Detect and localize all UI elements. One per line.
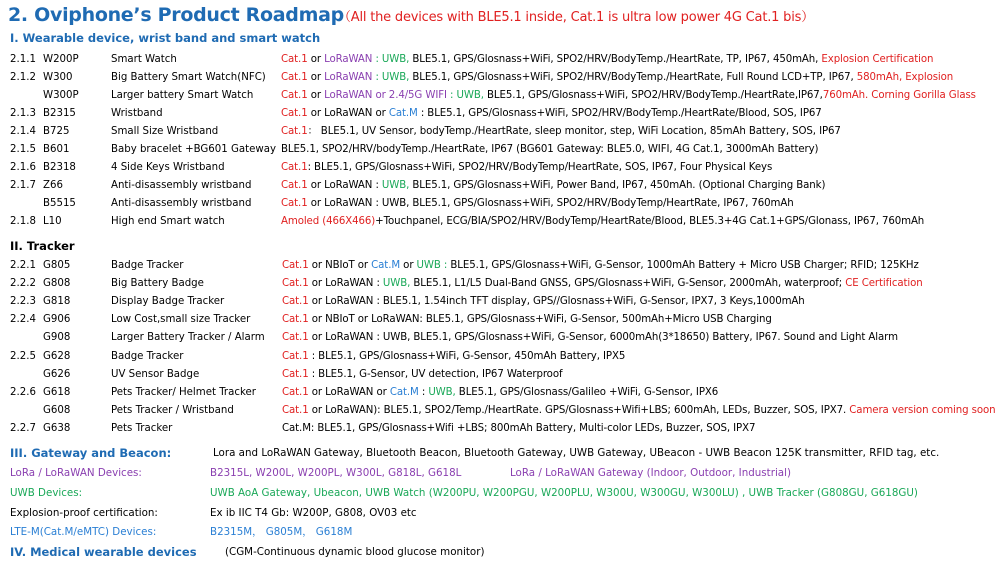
product-spec	[282, 384, 718, 401]
section-tracker-heading: II. Tracker	[10, 239, 75, 253]
page-title: 2. Oviphone’s Product Roadmap	[8, 4, 344, 26]
item-number: 2.1.8	[10, 216, 36, 227]
model-code: G818	[43, 296, 71, 308]
model-code: G626	[43, 368, 71, 380]
product-name: Anti-disassembly wristband	[111, 198, 252, 209]
spec-segment: Cat.1	[282, 350, 309, 362]
medical-description: (CGM-Continuous dynamic blood glucose monitor)	[225, 546, 485, 558]
spec-segment: : UWB,	[372, 72, 413, 83]
item-number: 2.2.4	[10, 314, 36, 326]
model-code: W300	[43, 72, 73, 83]
gateway-heading-row	[10, 445, 995, 462]
model-code: G618	[43, 386, 71, 398]
spec-segment: Cat.1	[282, 278, 309, 290]
spec-segment: Cat.1	[282, 332, 309, 344]
spec-segment: LoRaWAN or 2.4/5G WIFI	[324, 90, 447, 101]
product-spec	[281, 105, 822, 122]
medical-row	[10, 544, 995, 561]
spec-segment: Cat.1	[282, 314, 309, 326]
product-name: Pets Tracker/ Helmet Tracker	[111, 386, 256, 398]
spec-segment: Explosion Certification	[821, 54, 934, 65]
spec-segment: or LoRaWAN : BLE5.1, 1.54inch TFT display, GPS//Glosnass+WiFi, G-Sensor, IPX7, 3 Keys,1000mAh	[308, 296, 805, 308]
spec-segment: or	[307, 90, 325, 101]
product-row	[10, 213, 995, 230]
spec-segment: or NBIoT or	[308, 260, 372, 271]
spec-segment: : UWB,	[372, 54, 413, 65]
spec-segment: UWB,	[428, 386, 456, 398]
item-number: 2.1.2	[10, 72, 36, 83]
spec-segment: BLE5.1, L1/L5 Dual-Band GNSS, GPS/Glosnass+WiFi, G-Sensor, 2000mAh, waterproof;	[410, 278, 846, 290]
spec-segment: or	[400, 260, 417, 271]
spec-segment: : BLE5.1, GPS/Glosnass+WiFi, G-Sensor, 450mAh Battery, IPX5	[308, 350, 626, 362]
product-name: Small Size Wristband	[111, 126, 219, 137]
model-code: G906	[43, 314, 71, 326]
spec-segment: BLE5.1, GPS/Glosnass+WiFi, SPO2/HRV/BodyTemp./HeartRate, TP, IP67, 450mAh,	[412, 54, 822, 65]
item-number: 2.1.7	[10, 180, 36, 191]
product-row	[10, 329, 995, 346]
section-wearable-heading: I. Wearable device, wrist band and smart watch	[10, 31, 321, 45]
spec-segment: or LoRaWAN or	[308, 386, 390, 398]
product-spec	[281, 159, 772, 176]
product-row	[10, 87, 995, 104]
model-code: W200P	[43, 54, 79, 65]
model-code: G908	[43, 332, 71, 344]
item-number: 2.2.6	[10, 386, 36, 398]
spec-segment: UWB,	[382, 278, 411, 290]
spec-segment: Cat.1	[281, 90, 308, 101]
model-code: G628	[43, 350, 71, 362]
spec-segment: LoRaWAN	[324, 54, 373, 65]
uwb-devices-value: UWB AoA Gateway, Ubeacon, UWB Watch (W200PU, W200PGU, W200PLU, W300U, W300GU, W300LU) , UWB Tracker (G808GU, G618GU)	[210, 487, 918, 499]
product-name: 4 Side Keys Wristband	[111, 162, 225, 173]
lora-gateway-value: LoRa / LoRaWAN Gateway (Indoor, Outdoor, Industrial)	[510, 467, 791, 479]
spec-segment: 580mAh, Explosion	[856, 72, 954, 83]
product-spec	[282, 402, 995, 419]
model-code: G805	[43, 260, 71, 271]
spec-segment: : UWB,	[446, 90, 488, 101]
spec-segment: :	[418, 386, 429, 398]
product-name: Badge Tracker	[111, 260, 184, 271]
item-number: 2.2.3	[10, 296, 36, 308]
explosion-label: Explosion-proof certification:	[10, 507, 158, 519]
product-row	[10, 123, 995, 140]
section-gateway-heading: III. Gateway and Beacon:	[10, 446, 172, 460]
product-name: Smart Watch	[111, 54, 177, 65]
spec-segment: BLE5.1, GPS/Glosnass+WiFi, SPO2/HRV/BodyTemp./HeartRate,IP67,	[487, 90, 823, 101]
product-name: Display Badge Tracker	[111, 296, 225, 308]
product-spec	[281, 177, 825, 194]
product-row	[10, 348, 995, 365]
spec-segment: or LoRaWAN): BLE5.1, SPO2/Temp./HeartRate. GPS/Glosnass+Wifi+LBS; 600mAh, LEDs, Buzzer, SOS, IPX7.	[308, 404, 850, 416]
product-row	[10, 177, 995, 194]
product-row	[10, 420, 995, 437]
spec-segment: Cat.1	[281, 54, 308, 65]
item-number: 2.1.5	[10, 144, 36, 155]
model-code: G638	[43, 422, 71, 434]
spec-segment: or LoRaWAN : UWB, BLE5.1, GPS/Glosnass+WiFi, G-Sensor, 6000mAh(3*18650) Battery, IP67. Sound and Light Alarm	[308, 332, 898, 344]
spec-segment: 760mAh. Corning Gorilla Glass	[822, 90, 976, 101]
spec-segment: Camera version coming soon	[849, 404, 996, 416]
item-number: 2.1.6	[10, 162, 36, 173]
ltem-label: LTE-M(Cat.M/eMTC) Devices:	[10, 526, 157, 538]
spec-segment: Cat.M	[371, 260, 401, 271]
product-row	[10, 105, 995, 122]
product-row	[10, 159, 995, 176]
product-name: Badge Tracker	[111, 350, 184, 362]
spec-segment: Cat.1	[281, 198, 308, 209]
product-spec	[282, 348, 625, 365]
spec-segment: BLE5.1, SPO2/HRV/bodyTemp./HeartRate, IP67 (BG601 Gateway: BLE5.0, WIFI, 4G Cat.1, 3000mAh Battery)	[281, 144, 819, 155]
spec-segment: BLE5.1, GPS/Glosnass/Galileo +WiFi, G-Sensor, IPX6	[455, 386, 719, 398]
spec-segment: or NBIoT or LoRaWAN: BLE5.1, GPS/Glosnass+WiFi, G-Sensor, 500mAh+Micro USB Charging	[308, 314, 772, 326]
product-name: Big Battery Smart Watch(NFC)	[111, 72, 266, 83]
spec-segment: Cat.M	[389, 386, 419, 398]
lora-devices-value: B2315L, W200L, W200PL, W300L, G818L, G618L	[210, 467, 462, 479]
spec-segment: BLE5.1, GPS/Glosnass+WiFi, G-Sensor, 1000mAh Battery + Micro USB Charger; RFID; 125KHz	[447, 260, 919, 271]
product-row	[10, 366, 995, 383]
product-name: Larger battery Smart Watch	[111, 90, 254, 101]
item-number: 2.2.5	[10, 350, 36, 362]
product-row	[10, 402, 995, 419]
spec-segment: Cat.1	[282, 404, 309, 416]
spec-segment: LoRaWAN	[324, 72, 373, 83]
spec-segment: or LoRaWAN :	[307, 180, 382, 191]
spec-segment: or	[307, 54, 325, 65]
page-subtitle: （All the devices with BLE5.1 inside, Cat.1 is ultra low power 4G Cat.1 bis）	[338, 10, 814, 25]
spec-segment: UWB,	[381, 180, 410, 191]
model-code: G608	[43, 404, 71, 416]
spec-segment: : BLE5.1, GPS/Glosnass+WiFi, SPO2/HRV/BodyTemp/HeartRate, SOS, IP67, Four Physical Keys	[307, 162, 773, 173]
product-name: Big Battery Badge	[111, 278, 204, 290]
item-number: 2.2.2	[10, 278, 36, 290]
spec-segment: Cat.1	[281, 162, 308, 173]
product-spec	[282, 293, 805, 310]
spec-segment: CE Certification	[845, 278, 923, 290]
item-number: 2.1.3	[10, 108, 36, 119]
model-code: L10	[43, 216, 62, 227]
product-spec	[281, 87, 976, 104]
section-medical-heading: IV. Medical wearable devices	[10, 545, 197, 559]
explosion-row	[10, 505, 995, 522]
product-spec	[282, 257, 919, 274]
spec-segment: or LoRaWAN or	[307, 108, 389, 119]
spec-segment: Cat.M: BLE5.1, GPS/Glosnass+Wifi +LBS; 800mAh Battery, Multi-color LEDs, Buzzer, SOS, IPX7	[282, 422, 756, 434]
product-name: Wristband	[111, 108, 163, 119]
spec-segment: Cat.1	[282, 260, 309, 271]
spec-segment: Cat.1	[282, 368, 309, 380]
product-row	[10, 195, 995, 212]
model-code: B2315	[43, 108, 76, 119]
product-spec	[282, 420, 755, 437]
spec-segment: BLE5.1, GPS/Glosnass+WiFi, Power Band, IP67, 450mAh. (Optional Charging Bank)	[409, 180, 826, 191]
product-name: Larger Battery Tracker / Alarm	[111, 332, 265, 344]
item-number: 2.2.7	[10, 422, 36, 434]
product-row	[10, 257, 995, 274]
product-name: Pets Tracker	[111, 422, 173, 434]
product-spec	[282, 275, 923, 292]
product-name: Pets Tracker / Wristband	[111, 404, 234, 416]
spec-segment: BLE5.1, GPS/Glosnass+WiFi, SPO2/HRV/BodyTemp./HeartRate, Full Round LCD+TP, IP67,	[412, 72, 857, 83]
uwb-devices-label: UWB Devices:	[10, 487, 83, 499]
spec-segment: Cat.1	[282, 296, 309, 308]
spec-segment: Cat.M	[388, 108, 418, 119]
product-row	[10, 51, 995, 68]
product-spec	[281, 141, 818, 158]
spec-segment: Cat.1	[281, 108, 308, 119]
model-code: Z66	[43, 180, 63, 191]
model-code: B5515	[43, 198, 76, 209]
product-spec	[281, 51, 933, 68]
model-code: B601	[43, 144, 70, 155]
model-code: B2318	[43, 162, 76, 173]
product-row	[10, 141, 995, 158]
model-code: G808	[43, 278, 71, 290]
spec-segment: +Touchpanel, ECG/BIA/SPO2/HRV/BodyTemp/HeartRate/Blood, BLE5.3+4G Cat.1+GPS/Glonass, IP67, 760mAh	[375, 216, 925, 227]
product-spec	[281, 195, 794, 212]
product-row	[10, 69, 995, 86]
product-name: High end Smart watch	[111, 216, 225, 227]
product-spec	[282, 366, 562, 383]
gateway-description: Lora and LoRaWAN Gateway, Bluetooth Beacon, Bluetooth Gateway, UWB Gateway, UBeacon - UWB Beacon 125K transmitter, RFID tag, etc.	[213, 447, 940, 459]
product-row	[10, 275, 995, 292]
spec-segment: : BLE5.1, GPS/Glosnass+WiFi, SPO2/HRV/BodyTemp./HeartRate/Blood, SOS, IP67	[417, 108, 822, 119]
product-row	[10, 311, 995, 328]
product-spec	[282, 329, 898, 346]
model-code: B725	[43, 126, 70, 137]
product-spec	[281, 123, 841, 140]
product-row	[10, 293, 995, 310]
product-name: Low Cost,small size Tracker	[111, 314, 251, 326]
product-spec	[281, 69, 953, 86]
product-row	[10, 384, 995, 401]
model-code: W300P	[43, 90, 79, 101]
spec-segment: or LoRaWAN : UWB, BLE5.1, GPS/Glosnass+WiFi, SPO2/HRV/BodyTemp/HeartRate, IP67, 760mAh	[307, 198, 794, 209]
spec-segment: Amoled (466X466)	[281, 216, 376, 227]
item-number: 2.1.4	[10, 126, 36, 137]
product-spec	[282, 311, 772, 328]
item-number: 2.1.1	[10, 54, 36, 65]
explosion-value: Ex ib IIC T4 Gb: W200P, G808, OV03 etc	[210, 507, 417, 519]
product-name: Anti-disassembly wristband	[111, 180, 252, 191]
uwb-devices-row	[10, 485, 995, 502]
spec-segment: Cat.1	[281, 126, 308, 137]
item-number: 2.2.1	[10, 260, 36, 271]
spec-segment: Cat.1	[282, 386, 309, 398]
spec-segment: : BLE5.1, G-Sensor, UV detection, IP67 Waterproof	[308, 368, 563, 380]
spec-segment: ： BLE5.1, UV Sensor, bodyTemp./HeartRate, sleep monitor, step, WiFi Location, 85mAh Battery, SOS, IP67	[307, 126, 841, 137]
ltem-row	[10, 524, 995, 541]
spec-segment: or	[307, 72, 325, 83]
lora-devices-row	[10, 465, 995, 482]
ltem-value: B2315M， G805M， G618M	[210, 526, 353, 538]
product-spec	[281, 213, 924, 230]
product-name: UV Sensor Badge	[111, 368, 200, 380]
spec-segment: Cat.1	[281, 72, 308, 83]
product-name: Baby bracelet +BG601 Gateway	[111, 144, 276, 155]
lora-devices-label: LoRa / LoRaWAN Devices:	[10, 467, 142, 479]
spec-segment: Cat.1	[281, 180, 308, 191]
spec-segment: or LoRaWAN :	[308, 278, 383, 290]
spec-segment: UWB :	[416, 260, 448, 271]
